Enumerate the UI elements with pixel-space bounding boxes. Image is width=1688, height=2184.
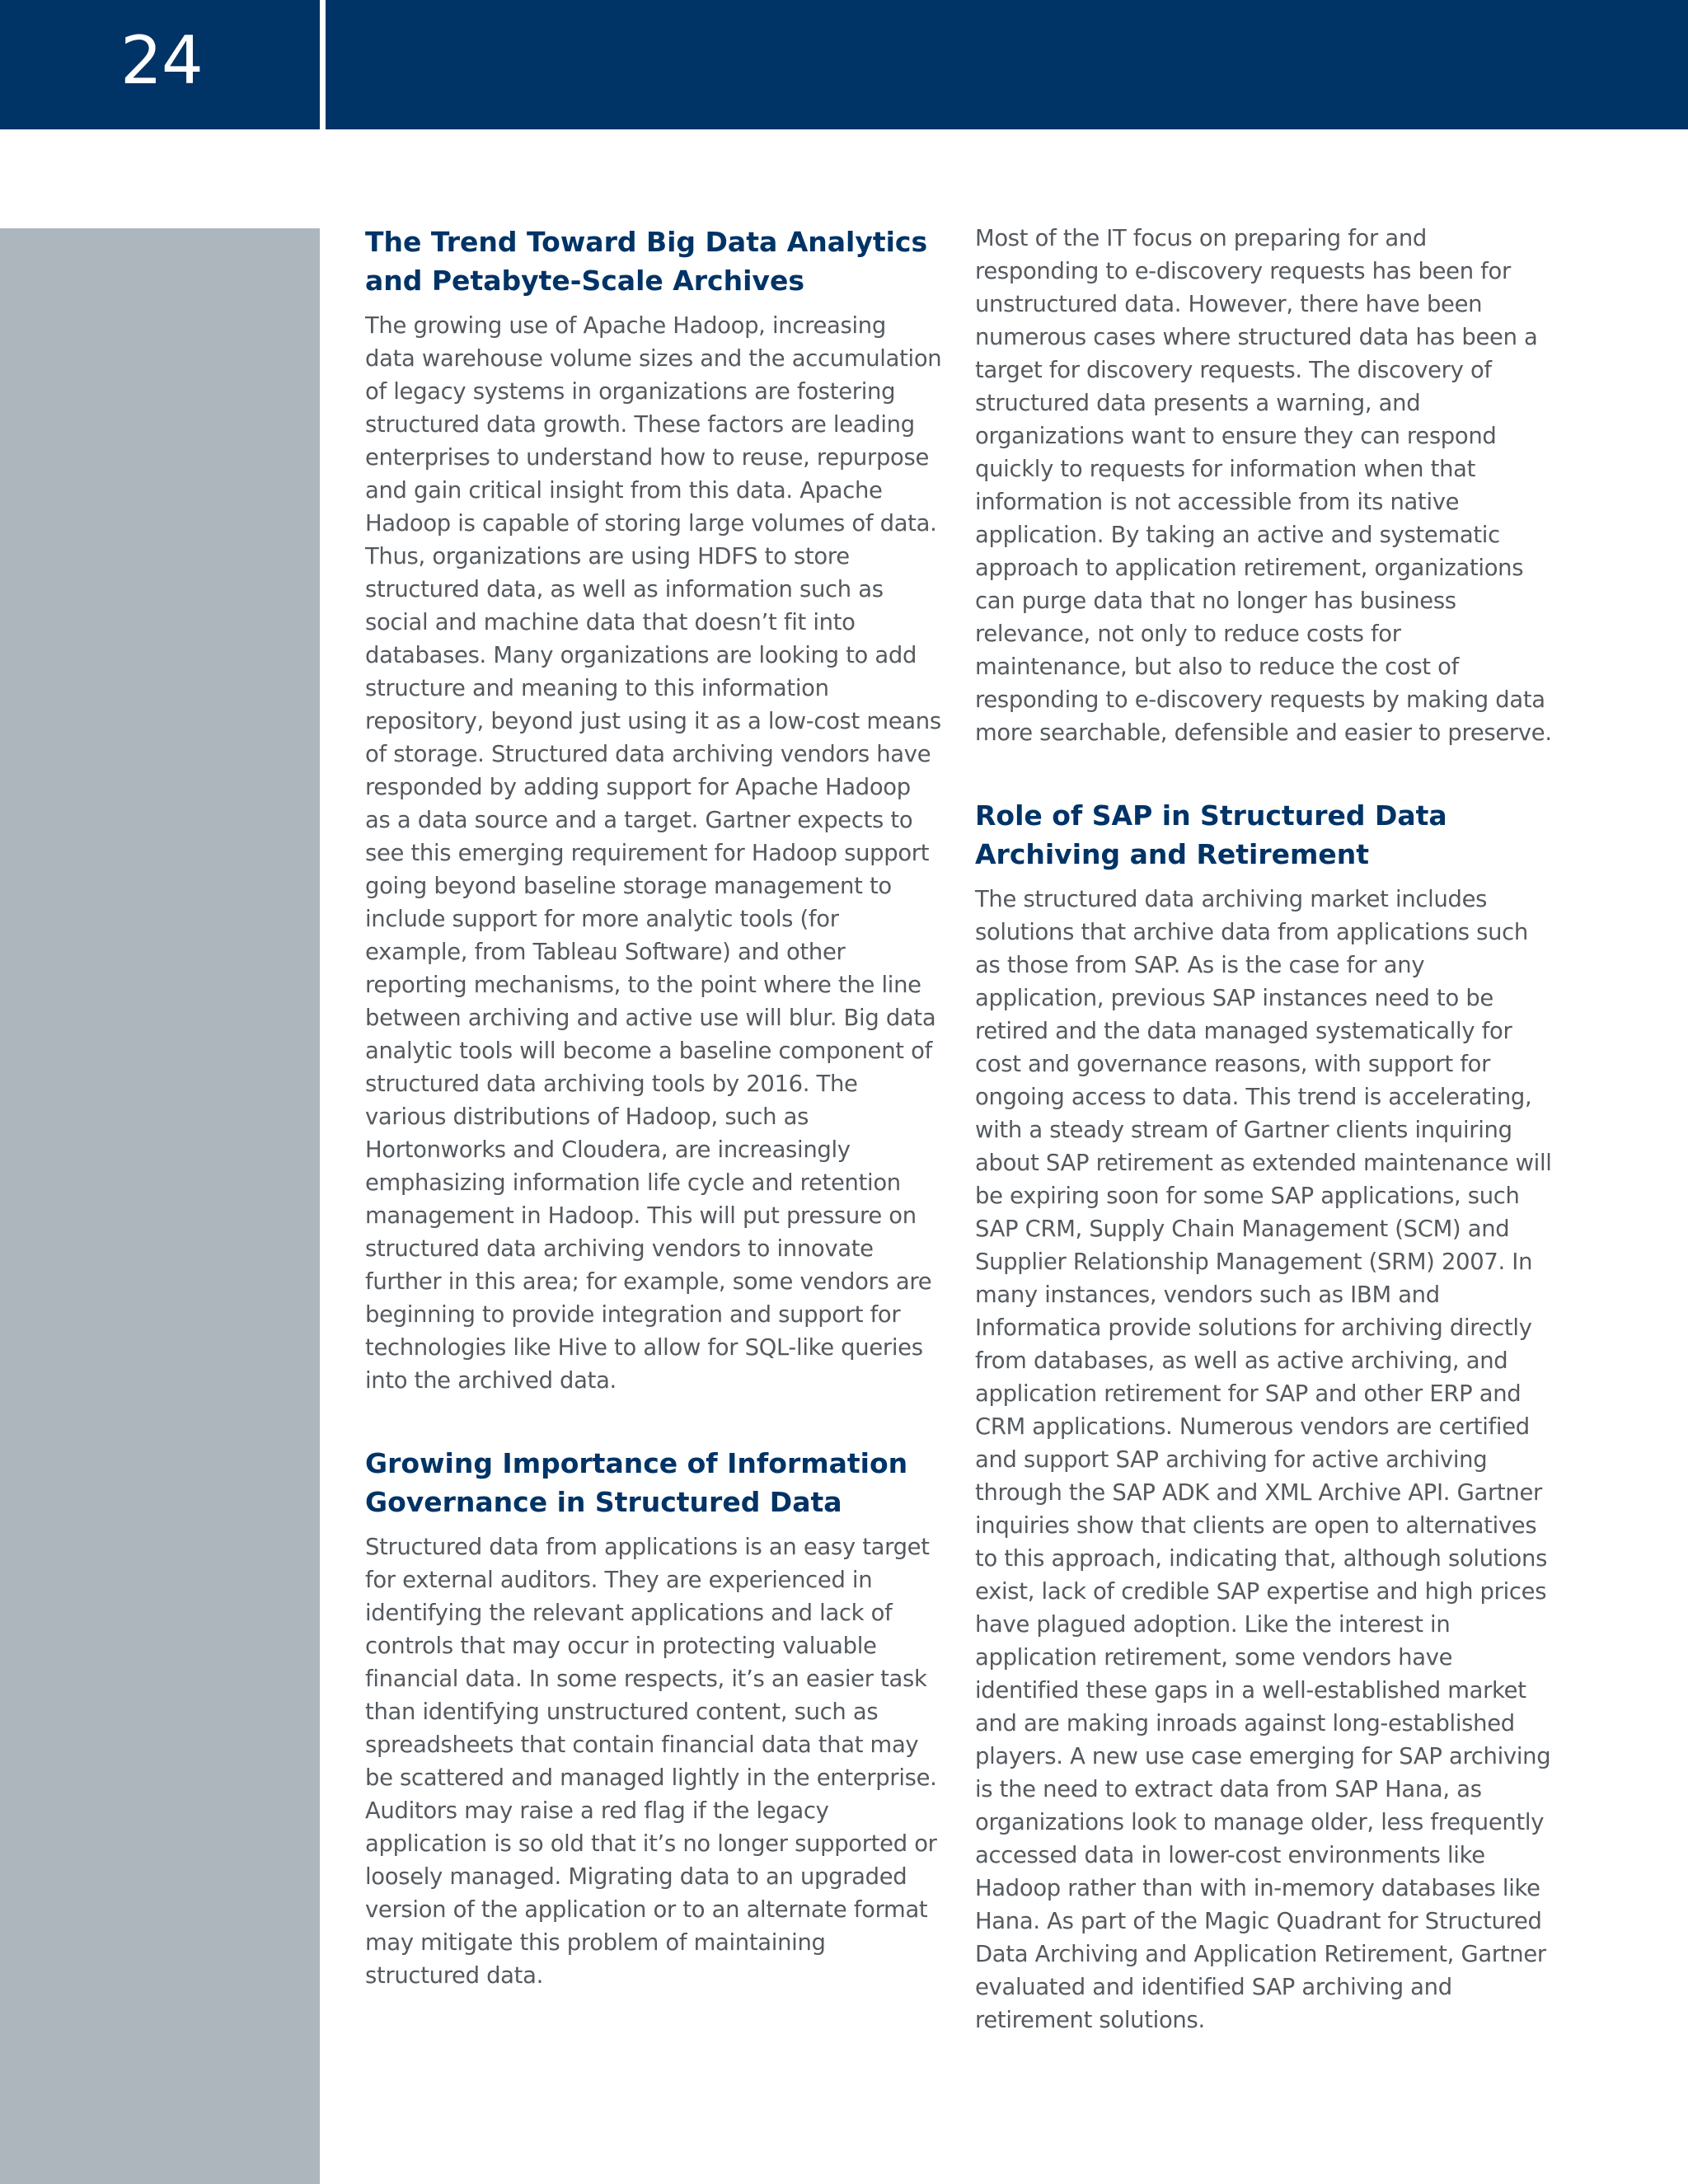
header-divider	[320, 0, 326, 129]
section-body-governance: Structured data from applications is an easy target for external auditors. They are experienced in identifying the relevant applications and lack of controls that may occur in protecting valuable financial data. In some respects, it’s an easier task than identifying unstructured content, such as spreadsheets that contain financial data that may be scattered and managed lightly in the enterprise. Auditors may raise a red flag if the legacy application is so old that it’s no longer supported or loosely managed. Migrating data to an upgraded version of the application or to an alternate format may mitigate this problem of maintaining structured data.	[365, 1535, 937, 1989]
section-heading-sap: Role of SAP in Structured Data Archiving and Retirement	[975, 799, 1447, 870]
section-body-e-discovery: Most of the IT focus on preparing for and responding to e-discovery requests has been for unstructured data. However, there have been numerous cases where structured data has been a target for discovery requests. The discovery of structured data presents a warning, and organizations want to ensure they can respond quickly to requests for information when that information is not accessible from its native application. By taking an active and systematic approach to application retirement, organizations can purge data that no longer has business relevance, not only to reduce costs for maintenance, but also to reduce the cost of responding to e-discovery requests by making data more searchable, defensible and easier to preserve.	[975, 226, 1552, 746]
section-body-big-data: The growing use of Apache Hadoop, increasing data warehouse volume sizes and the accumulation of legacy systems in organizations are fostering structured data growth. These factors are leading enterprises to understand how to reuse, repurpose and gain critical insight from this data. Apache Hadoop is capable of storing large volumes of data. Thus, organizations are using HDFS to store structured data, as well as information such as social and machine data that doesn’t fit into databases. Many organizations are looking to add structure and meaning to this information repository, beyond just using it as a low-cost means of storage. Structured data archiving vendors have responded by adding support for Apache Hadoop as a data source and a target. Gartner expects to see this emerging requirement for Hadoop support going beyond baseline storage management to include support for more analytic tools (for example, from Tableau Software) and other reporting mechanisms, to the point where the line between archiving and active use will blur. Big data analytic tools will become a baseline component of structured data archiving tools by 2016. The various distributions of Hadoop, such as Hortonworks and Cloudera, are increasingly emphasizing information life cycle and retention management in Hadoop. This will put pressure on structured data archiving vendors to innovate further in this area; for example, some vendors are beginning to provide integration and support for technologies like Hive to allow for SQL-like queries into the archived data.	[365, 313, 942, 1394]
page-number: 24	[120, 22, 203, 99]
section-body-sap: The structured data archiving market includes solutions that archive data from applications such as those from SAP. As is the case for any application, previous SAP instances need to be retired and the data managed systematically for cost and governance reasons, with support for ongoing access to data. This trend is accelerating, with a steady stream of Gartner clients inquiring about SAP retirement as extended maintenance will be expiring soon for some SAP applications, such SAP CRM, Supply Chain Management (SCM) and Supplier Relationship Management (SRM) 2007. In many instances, vendors such as IBM and Informatica provide solutions for archiving directly from databases, as well as active archiving, and application retirement for SAP and other ERP and CRM applications. Numerous vendors are certified and support SAP archiving for active archiving through the SAP ADK and XML Archive API. Gartner inquiries show that clients are open to alternatives to this approach, indicating that, although solutions exist, lack of credible SAP expertise and high prices have plagued adoption. Like the interest in application retirement, some vendors have identified these gaps in a well-established market and are making inroads against long-established players. A new use case emerging for SAP archiving is the need to extract data from SAP Hana, as organizations look to manage older, less frequently accessed data in lower-cost environments like Hadoop rather than with in-memory databases like Hana. As part of the Magic Quadrant for Structured Data Archiving and Application Retirement, Gartner evaluated and identified SAP archiving and retirement solutions.	[975, 887, 1552, 2033]
section-heading-big-data: The Trend Toward Big Data Analytics and Petabyte-Scale Archives	[365, 226, 928, 297]
left-column	[365, 223, 942, 1993]
side-panel	[0, 228, 320, 2184]
section-heading-governance: Growing Importance of Information Governance in Structured Data	[365, 1447, 908, 1518]
header-bar	[0, 0, 1688, 129]
right-column	[975, 223, 1552, 2037]
